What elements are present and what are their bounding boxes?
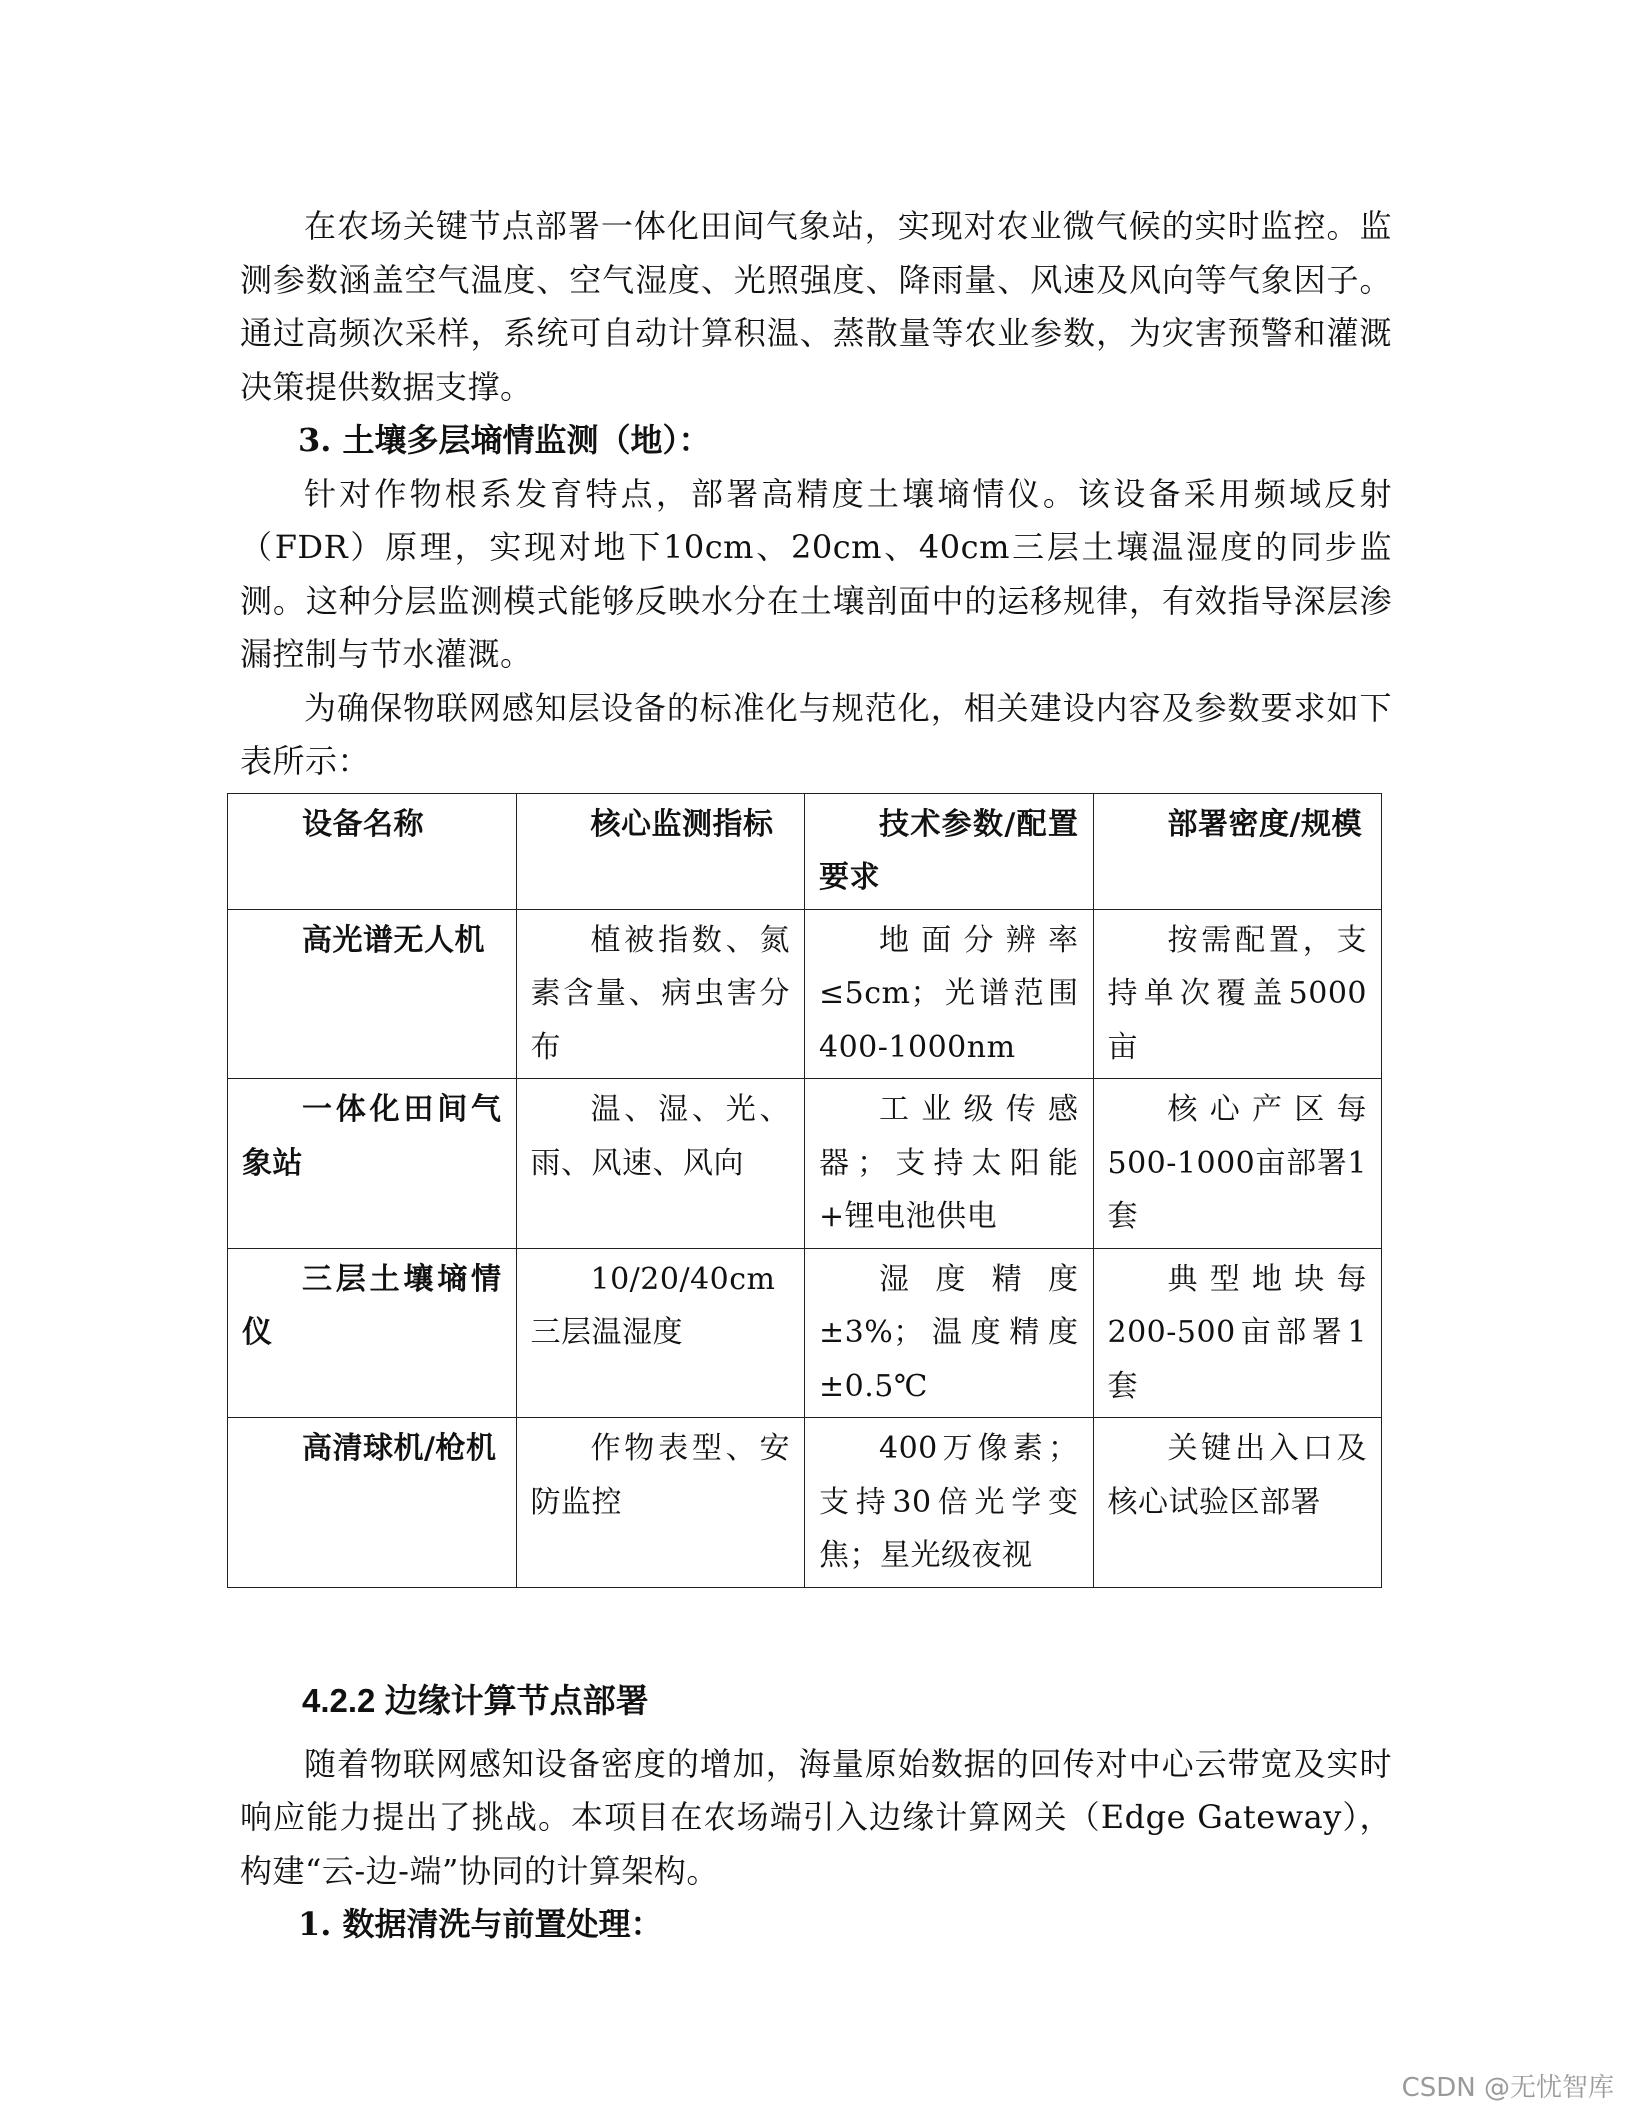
cell-device-name: 高光谱无人机 xyxy=(228,909,517,1079)
header-device-name: 设备名称 xyxy=(228,793,517,909)
cell-tech-params: 湿度精度±3%；温度精度±0.5℃ xyxy=(805,1248,1094,1418)
header-tech-params: 技术参数/配置要求 xyxy=(805,793,1094,909)
cell-device-name: 三层土壤墒情仪 xyxy=(228,1248,517,1418)
table-row xyxy=(228,909,1382,1079)
header-deployment-density: 部署密度/规模 xyxy=(1093,793,1382,909)
cell-core-metrics: 作物表型、安防监控 xyxy=(516,1418,805,1588)
weather-station-paragraph: 在农场关键节点部署一体化田间气象站，实现对农业微气候的实时监控。监测参数涵盖空气温度、空气湿度、光照强度、降雨量、风速及风向等气象因子。通过高频次采样，系统可自动计算积温、蒸散量等农业参数，为灾害预警和灌溉决策提供数据支撑。 xyxy=(240,207,1392,406)
cell-device-name: 一体化田间气象站 xyxy=(228,1079,517,1249)
cell-deployment-density: 按需配置，支持单次覆盖5000亩 xyxy=(1093,909,1382,1079)
cell-core-metrics: 10/20/40cm三层温湿度 xyxy=(516,1248,805,1418)
soil-monitoring-heading: 3. 土壤多层墒情监测（地）： xyxy=(298,421,711,459)
document-page xyxy=(240,200,1392,1952)
cell-tech-params: 400万像素；支持30倍光学变焦；星光级夜视 xyxy=(805,1418,1094,1588)
cell-deployment-density: 核心产区每500-1000亩部署1套 xyxy=(1093,1079,1382,1249)
cell-core-metrics: 植被指数、氮素含量、病虫害分布 xyxy=(516,909,805,1079)
table-row xyxy=(228,1418,1382,1588)
cell-device-name: 高清球机/枪机 xyxy=(228,1418,517,1588)
soil-monitoring-paragraph: 针对作物根系发育特点，部署高精度土壤墒情仪。该设备采用频域反射（FDR）原理，实现对地下10cm、20cm、40cm三层土壤温湿度的同步监测。这种分层监测模式能够反映水分在土壤剖面中的运移规律，有效指导深层渗漏控制与节水灌溉。 xyxy=(240,474,1392,673)
cell-deployment-density: 典型地块每200-500亩部署1套 xyxy=(1093,1248,1382,1418)
cell-core-metrics: 温、湿、光、雨、风速、风向 xyxy=(516,1079,805,1249)
cell-deployment-density: 关键出入口及核心试验区部署 xyxy=(1093,1418,1382,1588)
table-row xyxy=(228,1079,1382,1249)
cell-tech-params: 工业级传感器；支持太阳能+锂电池供电 xyxy=(805,1079,1094,1249)
section-title: 4.2.2 边缘计算节点部署 xyxy=(302,1681,649,1719)
header-core-metrics: 核心监测指标 xyxy=(516,793,805,909)
edge-computing-paragraph: 随着物联网感知设备密度的增加，海量原始数据的回传对中心云带宽及实时响应能力提出了挑战。本项目在农场端引入边缘计算网关（Edge Gateway），构建“云-边-端”协同的计算架构。 xyxy=(240,1744,1392,1890)
watermark: CSDN @无忧智库 xyxy=(1401,2073,1614,2103)
cell-tech-params: 地面分辨率≤5cm；光谱范围400-1000nm xyxy=(805,909,1094,1079)
data-cleaning-heading: 1. 数据清洗与前置处理： xyxy=(298,1905,663,1943)
device-spec-table xyxy=(227,793,1382,1588)
table-intro-paragraph: 为确保物联网感知层设备的标准化与规范化，相关建设内容及参数要求如下表所示： xyxy=(240,688,1392,780)
table-header-row xyxy=(228,793,1382,909)
table-row xyxy=(228,1248,1382,1418)
